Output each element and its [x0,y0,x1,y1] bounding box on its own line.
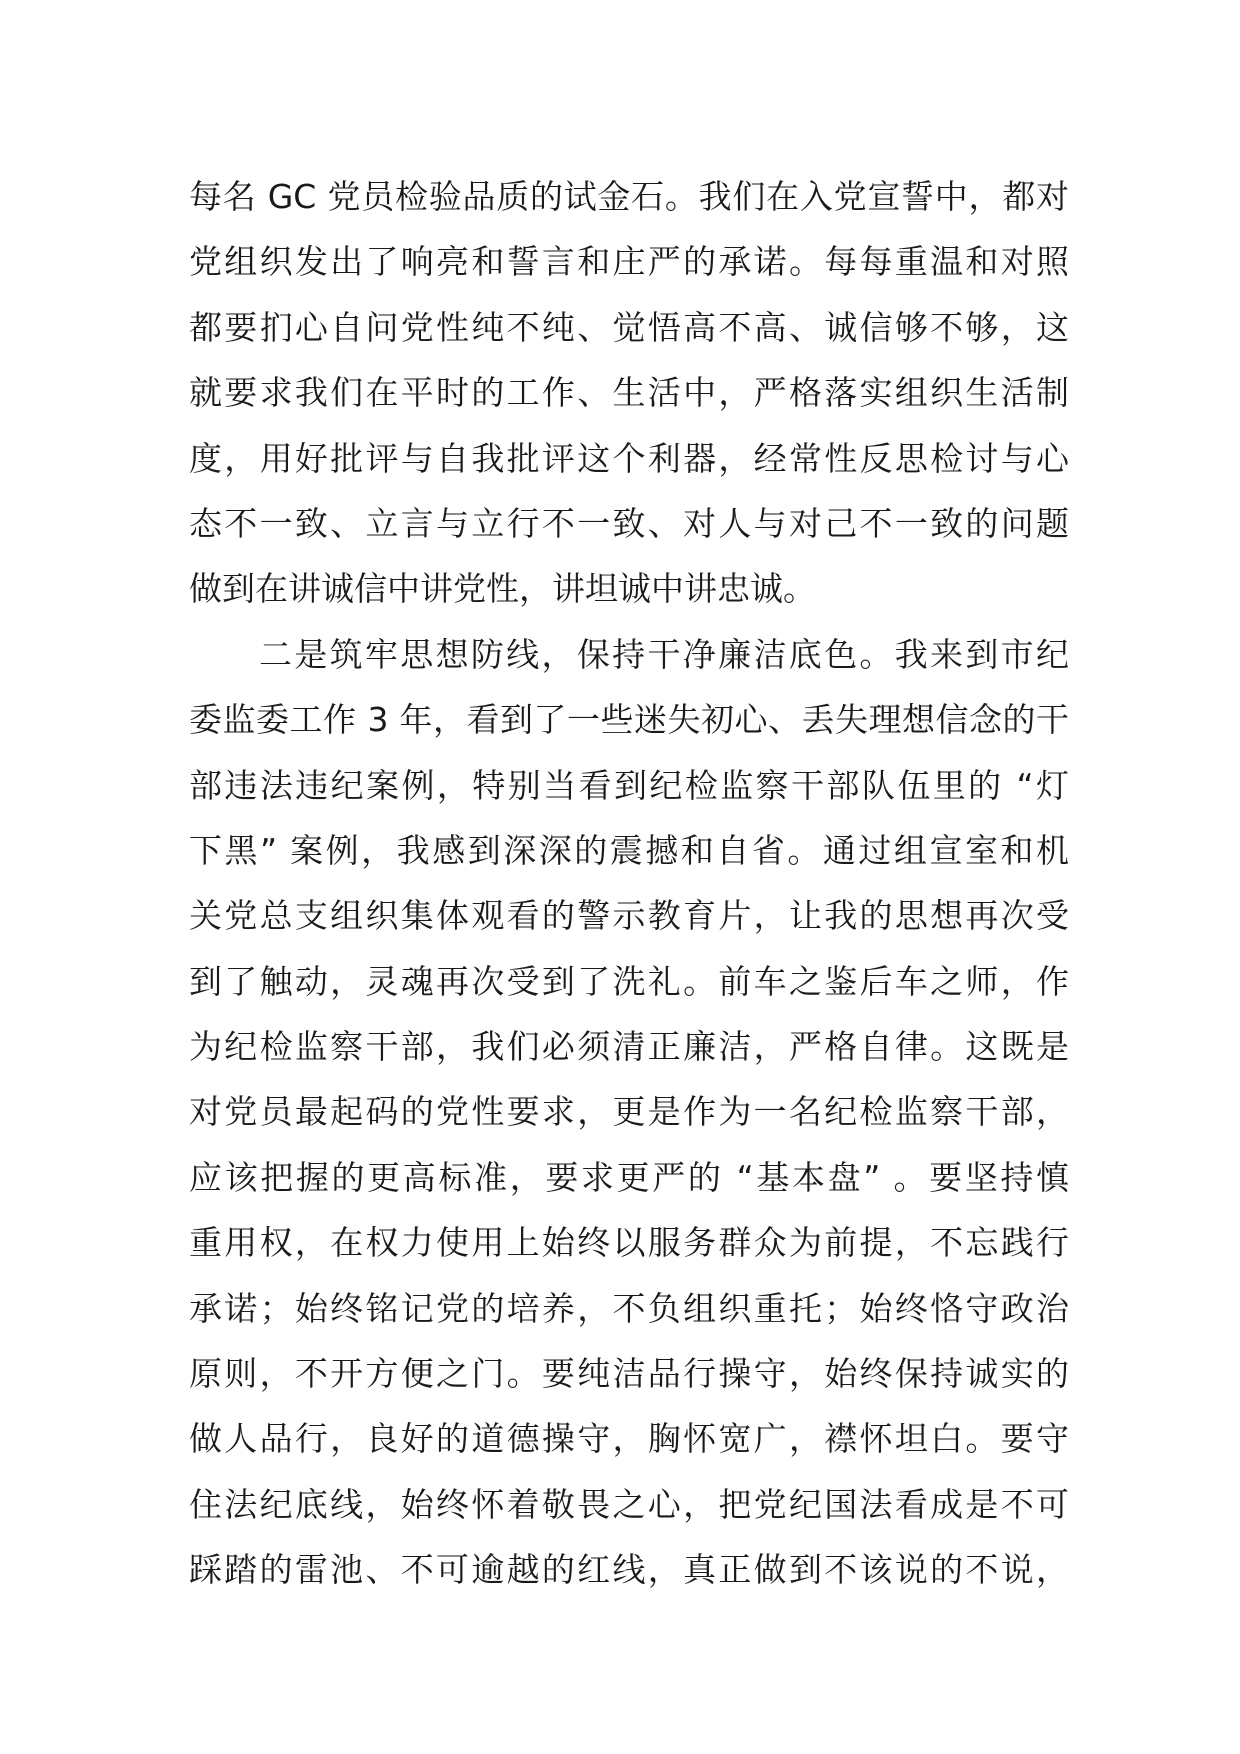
text-line: 二是筑牢思想防线，保持干净廉洁底色。我来到市纪 [259,634,1069,674]
body-text [189,164,1069,1603]
text-line: 关党总支组织集体观看的警示教育片，让我的思想再次受 [189,896,1069,936]
text-line: 原则，不开方便之门。要纯洁品行操守，始终保持诚实的 [189,1354,1069,1394]
text-line: 到了触动，灵魂再次受到了洗礼。前车之鉴后车之师，作 [189,961,1069,1001]
text-line: 下黑” 案例，我感到深深的震撼和自省。通过组宣室和机 [189,830,1069,870]
text-line: 做到在讲诚信中讲党性，讲坦诚中讲忠诚。 [189,569,816,609]
text-line: 应该把握的更高标准，要求更严的 “基本盘” 。要坚持慎 [189,1157,1069,1197]
text-line: 承诺；始终铭记党的培养，不负组织重托；始终恪守政治 [189,1288,1069,1328]
text-line: 踩踏的雷池、不可逾越的红线，真正做到不该说的不说， [189,1550,1069,1590]
text-line: 做人品行，良好的道德操守，胸怀宽广，襟怀坦白。要守 [189,1419,1069,1459]
text-line: 态不一致、立言与立行不一致、对人与对己不一致的问题 [189,503,1069,543]
text-line: 部违法违纪案例，特别当看到纪检监察干部队伍里的 “灯 [189,765,1069,805]
text-line: 就要求我们在平时的工作、生活中，严格落实组织生活制 [189,373,1069,413]
text-line: 住法纪底线，始终怀着敬畏之心，把党纪国法看成是不可 [189,1484,1069,1524]
text-line: 都要扪心自问党性纯不纯、觉悟高不高、诚信够不够，这 [189,307,1069,347]
text-line: 为纪检监察干部，我们必须清正廉洁，严格自律。这既是 [189,1027,1069,1067]
text-line: 每名 GC 党员检验品质的试金石。我们在入党宣誓中，都对 [189,177,1069,216]
text-line: 对党员最起码的党性要求，更是作为一名纪检监察干部， [189,1092,1069,1132]
text-line: 重用权，在权力使用上始终以服务群众为前提，不忘践行 [189,1223,1069,1263]
text-line: 党组织发出了响亮和誓言和庄严的承诺。每每重温和对照 [189,242,1069,282]
text-line: 度，用好批评与自我批评这个利器，经常性反思检讨与心 [189,438,1069,478]
text-line: 委监委工作 3 年，看到了一些迷失初心、丢失理想信念的干 [189,700,1069,740]
